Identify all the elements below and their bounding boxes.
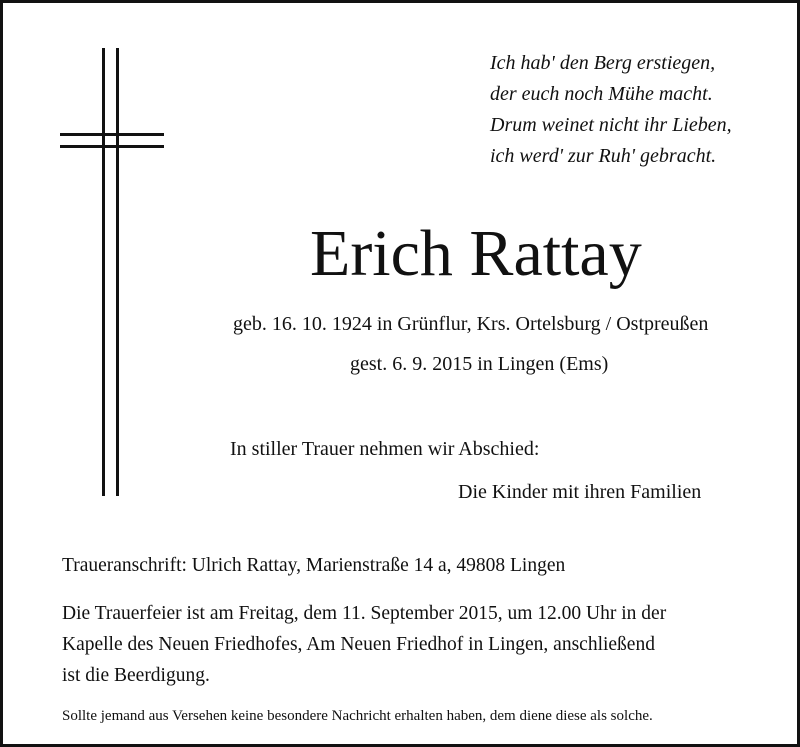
poem-line: ich werd' zur Ruh' gebracht. [490,145,717,167]
poem-line: Drum weinet nicht ihr Lieben, [490,114,732,136]
deceased-name: Erich Rattay [310,217,642,290]
farewell-text: In stiller Trauer nehmen wir Abschied: [230,438,540,460]
ceremony-line: Kapelle des Neuen Friedhofes, Am Neuen Friedhof in Lingen, anschließend [62,634,655,655]
birth-info: geb. 16. 10. 1924 in Grünflur, Krs. Ortelsburg / Ostpreußen [233,313,709,335]
cross-horizontal-line [60,133,164,136]
poem [490,48,732,172]
ceremony-line: Die Trauerfeier ist am Freitag, dem 11. September 2015, um 12.00 Uhr in der [62,603,667,624]
death-info: gest. 6. 9. 2015 in Lingen (Ems) [350,353,609,375]
notice-text: Sollte jemand aus Versehen keine besondere Nachricht erhalten haben, dem diene diese als solche. [62,708,653,724]
cross-vertical-line [116,48,119,496]
ceremony-line: ist die Beerdigung. [62,665,210,686]
ceremony-info [62,598,752,691]
poem-line: Ich hab' den Berg erstiegen, [490,52,716,74]
cross-icon [60,48,164,496]
cross-vertical-line [102,48,105,496]
mourning-address: Traueranschrift: Ulrich Rattay, Marienstraße 14 a, 49808 Lingen [62,555,566,576]
mourners-text: Die Kinder mit ihren Familien [458,481,702,503]
poem-line: der euch noch Mühe macht. [490,83,713,105]
cross-horizontal-line [60,145,164,148]
